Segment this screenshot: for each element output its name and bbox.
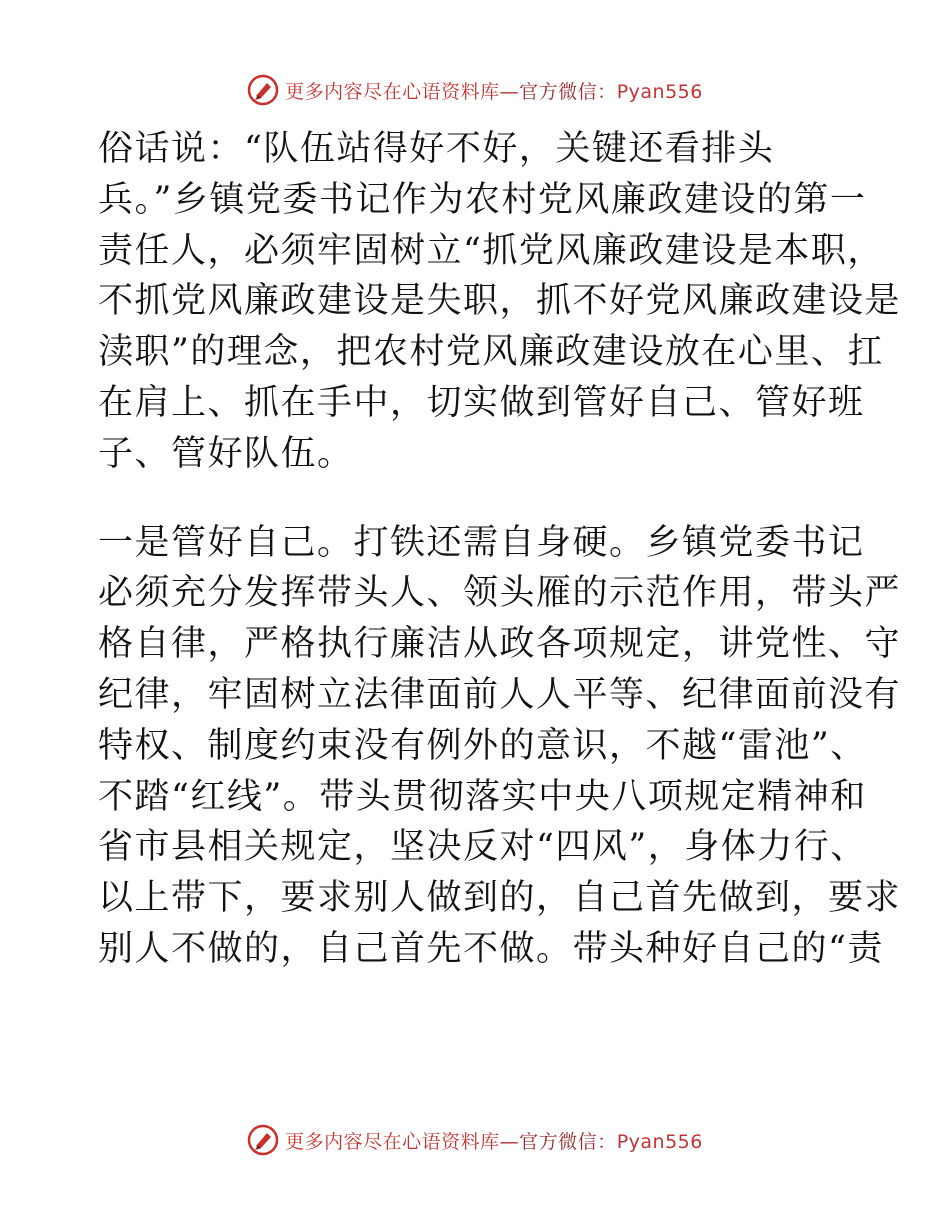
header-wechat-id: Pyan556 bbox=[616, 80, 703, 103]
text-line: 不踏“红线”。带头贯彻落实中央八项规定精神和 bbox=[98, 776, 867, 817]
footer-site-text: 更多内容尽在心语资料库 bbox=[285, 1130, 500, 1153]
text-line: 特权、制度约束没有例外的意识，不越“雷池”、 bbox=[98, 725, 867, 766]
text-line: 纪律，牢固树立法律面前人人平等、纪律面前没有 bbox=[98, 674, 902, 715]
text-line: 别人不做的，自己首先不做。带头种好自己的“责 bbox=[98, 928, 884, 969]
text-line: 必须充分发挥带头人、领头雁的示范作用，带头严 bbox=[98, 573, 902, 614]
text-line: 子、管好队伍。 bbox=[98, 433, 354, 474]
header-banner-text bbox=[285, 77, 703, 104]
footer-banner-text bbox=[285, 1127, 703, 1154]
text-line: 不抓党风廉政建设是失职，抓不好党风廉政建设是 bbox=[98, 281, 902, 322]
pen-nib-icon bbox=[247, 1124, 279, 1156]
text-line: 在肩上、抓在手中，切实做到管好自己、管好班 bbox=[98, 382, 865, 423]
footer-wechat-label: 官方微信： bbox=[519, 1130, 617, 1153]
text-line: 责任人，必须牢固树立“抓党风廉政建设是本职， bbox=[98, 230, 884, 271]
text-line: 以上带下，要求别人做到的，自己首先做到，要求 bbox=[98, 878, 902, 919]
header-separator: — bbox=[499, 80, 520, 103]
text-line: 俗话说：“队伍站得好不好，关键还看排头 bbox=[98, 129, 775, 169]
footer-separator: — bbox=[499, 1130, 520, 1153]
text-line: 渎职”的理念，把农村党风廉政建设放在心里、扛 bbox=[98, 332, 884, 373]
paragraph-spacer bbox=[98, 480, 858, 518]
text-line: 省市县相关规定，坚决反对“四风”，身体力行、 bbox=[98, 827, 867, 868]
footer-wechat-id: Pyan556 bbox=[616, 1130, 703, 1153]
header-wechat-label: 官方微信： bbox=[519, 80, 617, 103]
text-line: 一是管好自己。打铁还需自身硬。乡镇党委书记 bbox=[98, 522, 865, 563]
footer-banner bbox=[0, 1120, 950, 1160]
pen-nib-icon bbox=[247, 74, 279, 106]
text-line: 兵。”乡镇党委书记作为农村党风廉政建设的第一 bbox=[98, 179, 867, 220]
paragraph-1 bbox=[98, 124, 902, 480]
header-banner bbox=[0, 70, 950, 110]
text-line: 格自律，严格执行廉洁从政各项规定，讲党性、守 bbox=[98, 624, 902, 665]
paragraph-2 bbox=[98, 518, 902, 975]
header-site-text: 更多内容尽在心语资料库 bbox=[285, 80, 500, 103]
document-body bbox=[98, 124, 902, 975]
